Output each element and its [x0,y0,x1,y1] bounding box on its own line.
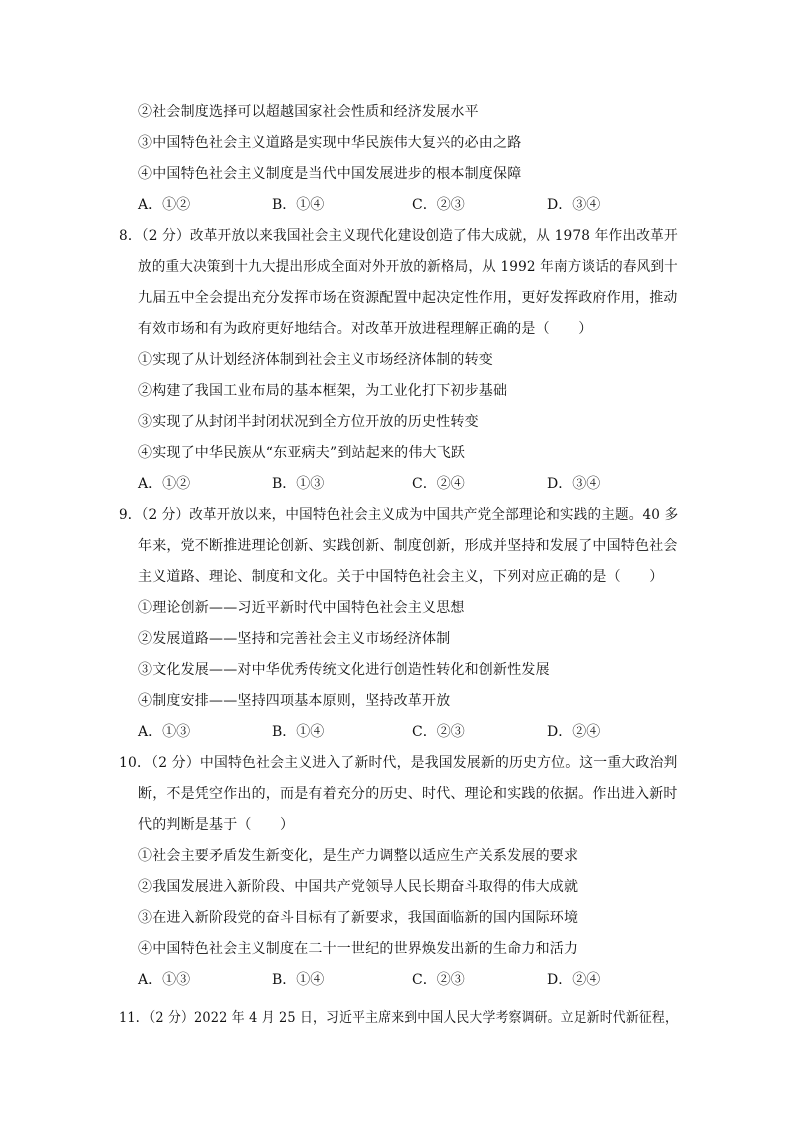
q9-item-2: ②发展道路——坚持和完善社会主义市场经济体制 [138,631,451,647]
q8-option-b: B．①③ [272,476,325,492]
q10-item-2: ②我国发展进入新阶段、中国共产党领导人民长期奋斗取得的伟大成就 [138,879,579,895]
q9-stem-line-1: 9．（2 分）改革开放以来，中国特色社会主义成为中国共产党全部理论和实践的主题。40 多 [119,507,679,523]
q8-option-d: D．③④ [547,476,601,492]
q10-stem-line-2: 断，不是凭空作出的，而是有着充分的历史、时代、理论和实践的依据。作出进入新时 [138,786,678,802]
q9-option-b: B．①④ [272,724,325,740]
q8-item-3: ③实现了从封闭半封闭状况到全方位开放的历史性转变 [138,414,479,430]
q8-item-2: ②构建了我国工业布局的基本框架，为工业化打下初步基础 [138,383,508,399]
q8-stem-line-3: 九届五中全会提出充分发挥市场在资源配置中起决定性作用，更好发挥政府作用，推动 [138,290,678,306]
q10-option-d: D．②④ [547,972,601,988]
q11-stem-line-1: 11．（2 分）2022 年 4 月 25 日，习近平主席来到中国人民大学考察调研。立足新时代新征程， [119,1010,678,1026]
q10-item-1: ①社会主要矛盾发生新变化，是生产力调整以适应生产关系发展的要求 [138,848,579,864]
q7-option-a: A．①② [138,197,191,213]
q7-option-b: B．①④ [272,197,325,213]
q10-item-3: ③在进入新阶段党的奋斗目标有了新要求，我国面临新的国内国际环境 [138,910,579,926]
q10-stem-line-3: 代的判断是基于（ ） [138,817,295,833]
q8-item-1: ①实现了从计划经济体制到社会主义市场经济体制的转变 [138,352,493,368]
q7-item-4: ④中国特色社会主义制度是当代中国发展进步的根本制度保障 [138,166,522,182]
q8-stem-line-4: 有效市场和有为政府更好地结合。对改革开放进程理解正确的是（ ） [138,321,593,337]
q7-item-3: ③中国特色社会主义道路是实现中华民族伟大复兴的必由之路 [138,135,522,151]
q9-option-a: A．①③ [138,724,191,740]
q10-item-4: ④中国特色社会主义制度在二十一世纪的世界焕发出新的生命力和活力 [138,941,579,957]
q9-item-1: ①理论创新——习近平新时代中国特色社会主义思想 [138,600,465,616]
q10-option-a: A．①③ [138,972,191,988]
q8-stem-line-2: 放的重大决策到十九大提出形成全面对外开放的新格局，从 1992 年南方谈话的春风到十 [138,259,678,275]
q9-option-d: D．②④ [547,724,601,740]
q10-stem-line-1: 10．（2 分）中国特色社会主义进入了新时代，是我国发展新的历史方位。这一重大政治判 [119,755,678,771]
q9-stem-line-2: 年来，党不断推进理论创新、实践创新、制度创新，形成并坚持和发展了中国特色社会 [138,538,678,554]
q9-item-3: ③文化发展——对中华优秀传统文化进行创造性转化和创新性发展 [138,662,550,678]
q7-option-c: C．②③ [412,197,465,213]
q10-option-c: C．②③ [412,972,465,988]
q8-option-a: A．①② [138,476,191,492]
q9-item-4: ④制度安排——坚持四项基本原则，坚持改革开放 [138,693,451,709]
q8-stem-line-1: 8．（2 分）改革开放以来我国社会主义现代化建设创造了伟大成就，从 1978 年作出改革开 [119,228,678,244]
q8-item-4: ④实现了中华民族从“东亚病夫”到站起来的伟大飞跃 [138,445,466,461]
q7-item-2: ②社会制度选择可以超越国家社会性质和经济发展水平 [138,104,479,120]
q7-option-d: D．③④ [547,197,601,213]
q9-stem-line-3: 主义道路、理论、制度和文化。关于中国特色社会主义，下列对应正确的是（ ） [138,569,664,585]
q9-option-c: C．②③ [412,724,465,740]
q8-option-c: C．②④ [412,476,465,492]
q10-option-b: B．①④ [272,972,325,988]
